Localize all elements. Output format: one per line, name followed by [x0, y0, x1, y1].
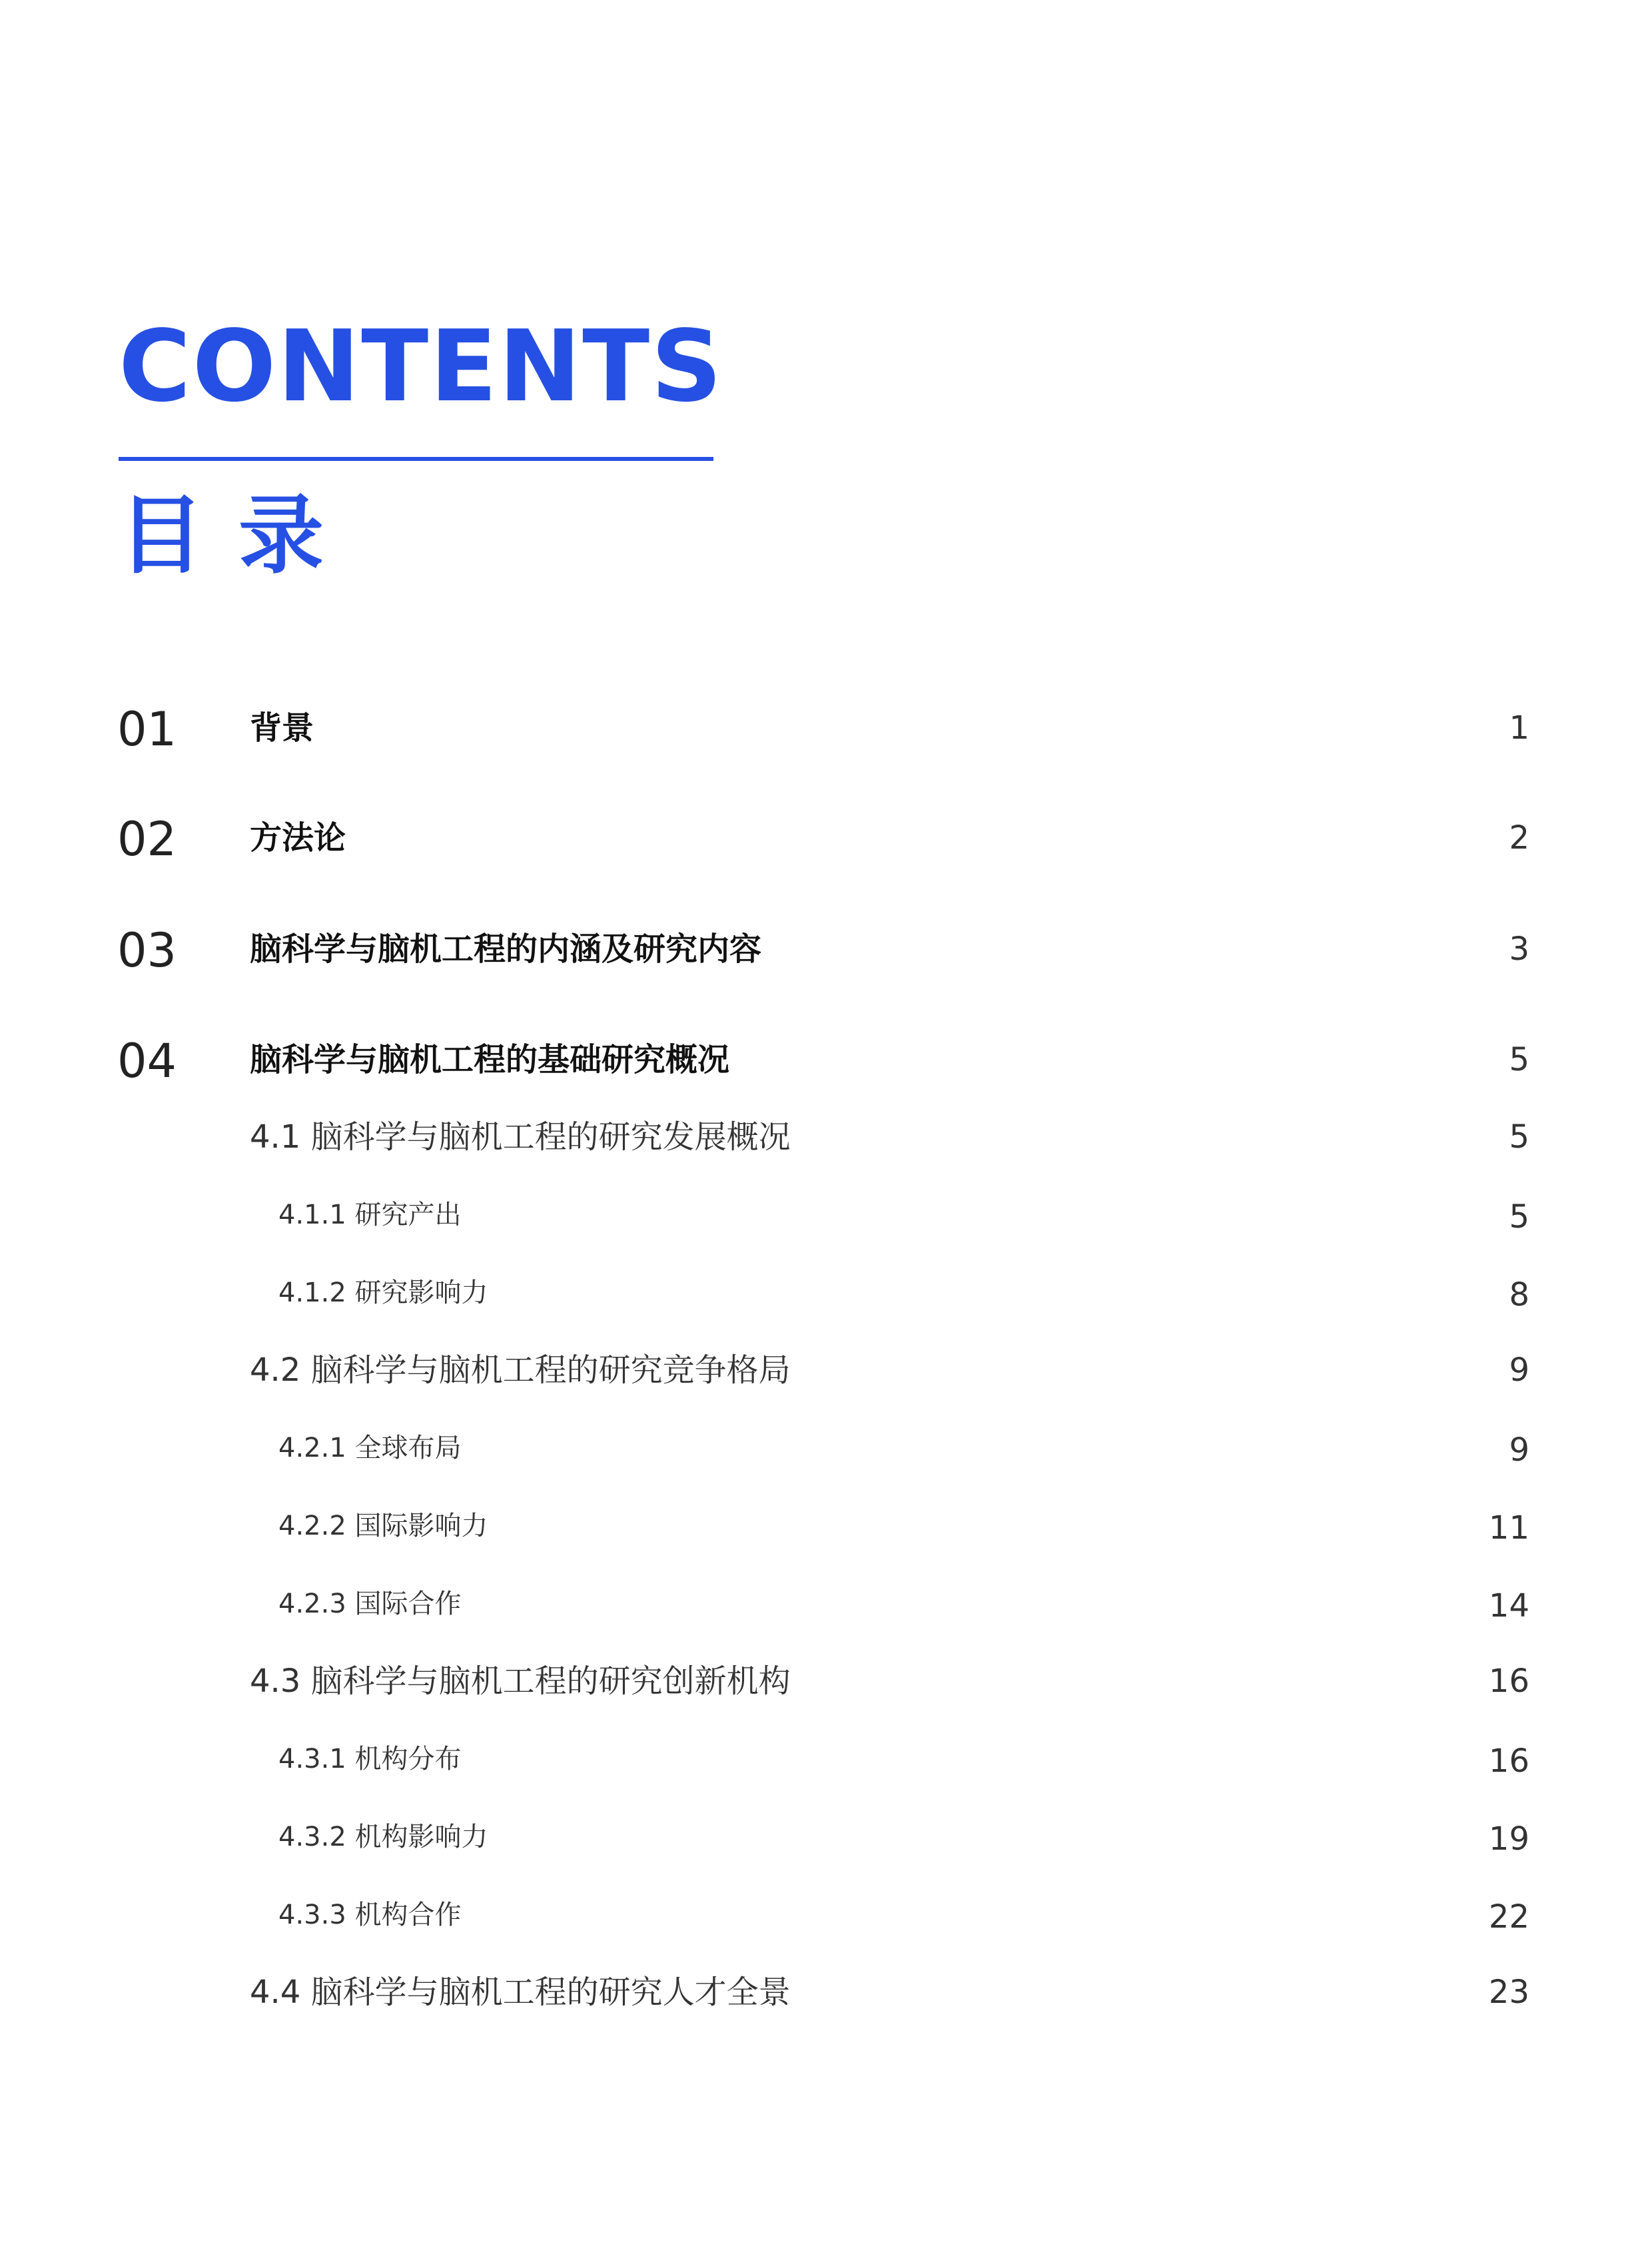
contents-title-cn: 目录 — [119, 486, 359, 585]
subsection-title: 4.1.2 研究影响力 — [278, 1278, 488, 1308]
chapter-number: 02 — [117, 812, 177, 867]
chapter-title: 背景 — [250, 709, 314, 747]
chapter-number: 01 — [117, 702, 177, 757]
page-number: 5 — [1509, 1118, 1529, 1156]
subsection-title: 4.1.1 研究产出 — [278, 1200, 462, 1230]
subsection-title: 4.3.2 机构影响力 — [278, 1822, 488, 1852]
page-number: 5 — [1509, 1041, 1529, 1078]
subsection-title: 4.2.3 国际合作 — [278, 1589, 462, 1619]
section-title: 4.3 脑科学与脑机工程的研究创新机构 — [250, 1663, 791, 1700]
chapter-number: 03 — [117, 923, 177, 978]
subsection-title: 4.3.3 机构合作 — [278, 1900, 462, 1930]
subsection-title: 4.3.1 机构分布 — [278, 1744, 462, 1774]
page-number: 14 — [1488, 1587, 1529, 1625]
page-number: 23 — [1488, 1974, 1529, 2011]
chapter-number: 04 — [117, 1034, 177, 1088]
section-title: 4.2 脑科学与脑机工程的研究竞争格局 — [250, 1351, 791, 1389]
chapter-title: 脑科学与脑机工程的基础研究概况 — [250, 1041, 730, 1078]
page-number: 2 — [1509, 819, 1529, 857]
chapter-title: 方法论 — [250, 819, 346, 857]
page-number: 3 — [1509, 931, 1529, 968]
page-number: 9 — [1509, 1351, 1529, 1389]
title-divider — [119, 457, 713, 461]
subsection-title: 4.2.1 全球布局 — [278, 1433, 462, 1463]
page-number: 9 — [1509, 1431, 1529, 1469]
chapter-title: 脑科学与脑机工程的内涵及研究内容 — [250, 931, 762, 968]
contents-title: CONTENTS — [119, 309, 723, 424]
page-number: 11 — [1488, 1509, 1529, 1547]
page-number: 5 — [1509, 1198, 1529, 1236]
page-number: 16 — [1488, 1742, 1529, 1780]
section-title: 4.4 脑科学与脑机工程的研究人才全景 — [250, 1974, 791, 2011]
subsection-title: 4.2.2 国际影响力 — [278, 1511, 488, 1541]
page-number: 19 — [1488, 1820, 1529, 1858]
page-number: 1 — [1509, 709, 1529, 747]
section-title: 4.1 脑科学与脑机工程的研究发展概况 — [250, 1118, 791, 1156]
page-number: 22 — [1488, 1898, 1529, 1936]
page-number: 8 — [1509, 1276, 1529, 1313]
page-number: 16 — [1488, 1663, 1529, 1700]
